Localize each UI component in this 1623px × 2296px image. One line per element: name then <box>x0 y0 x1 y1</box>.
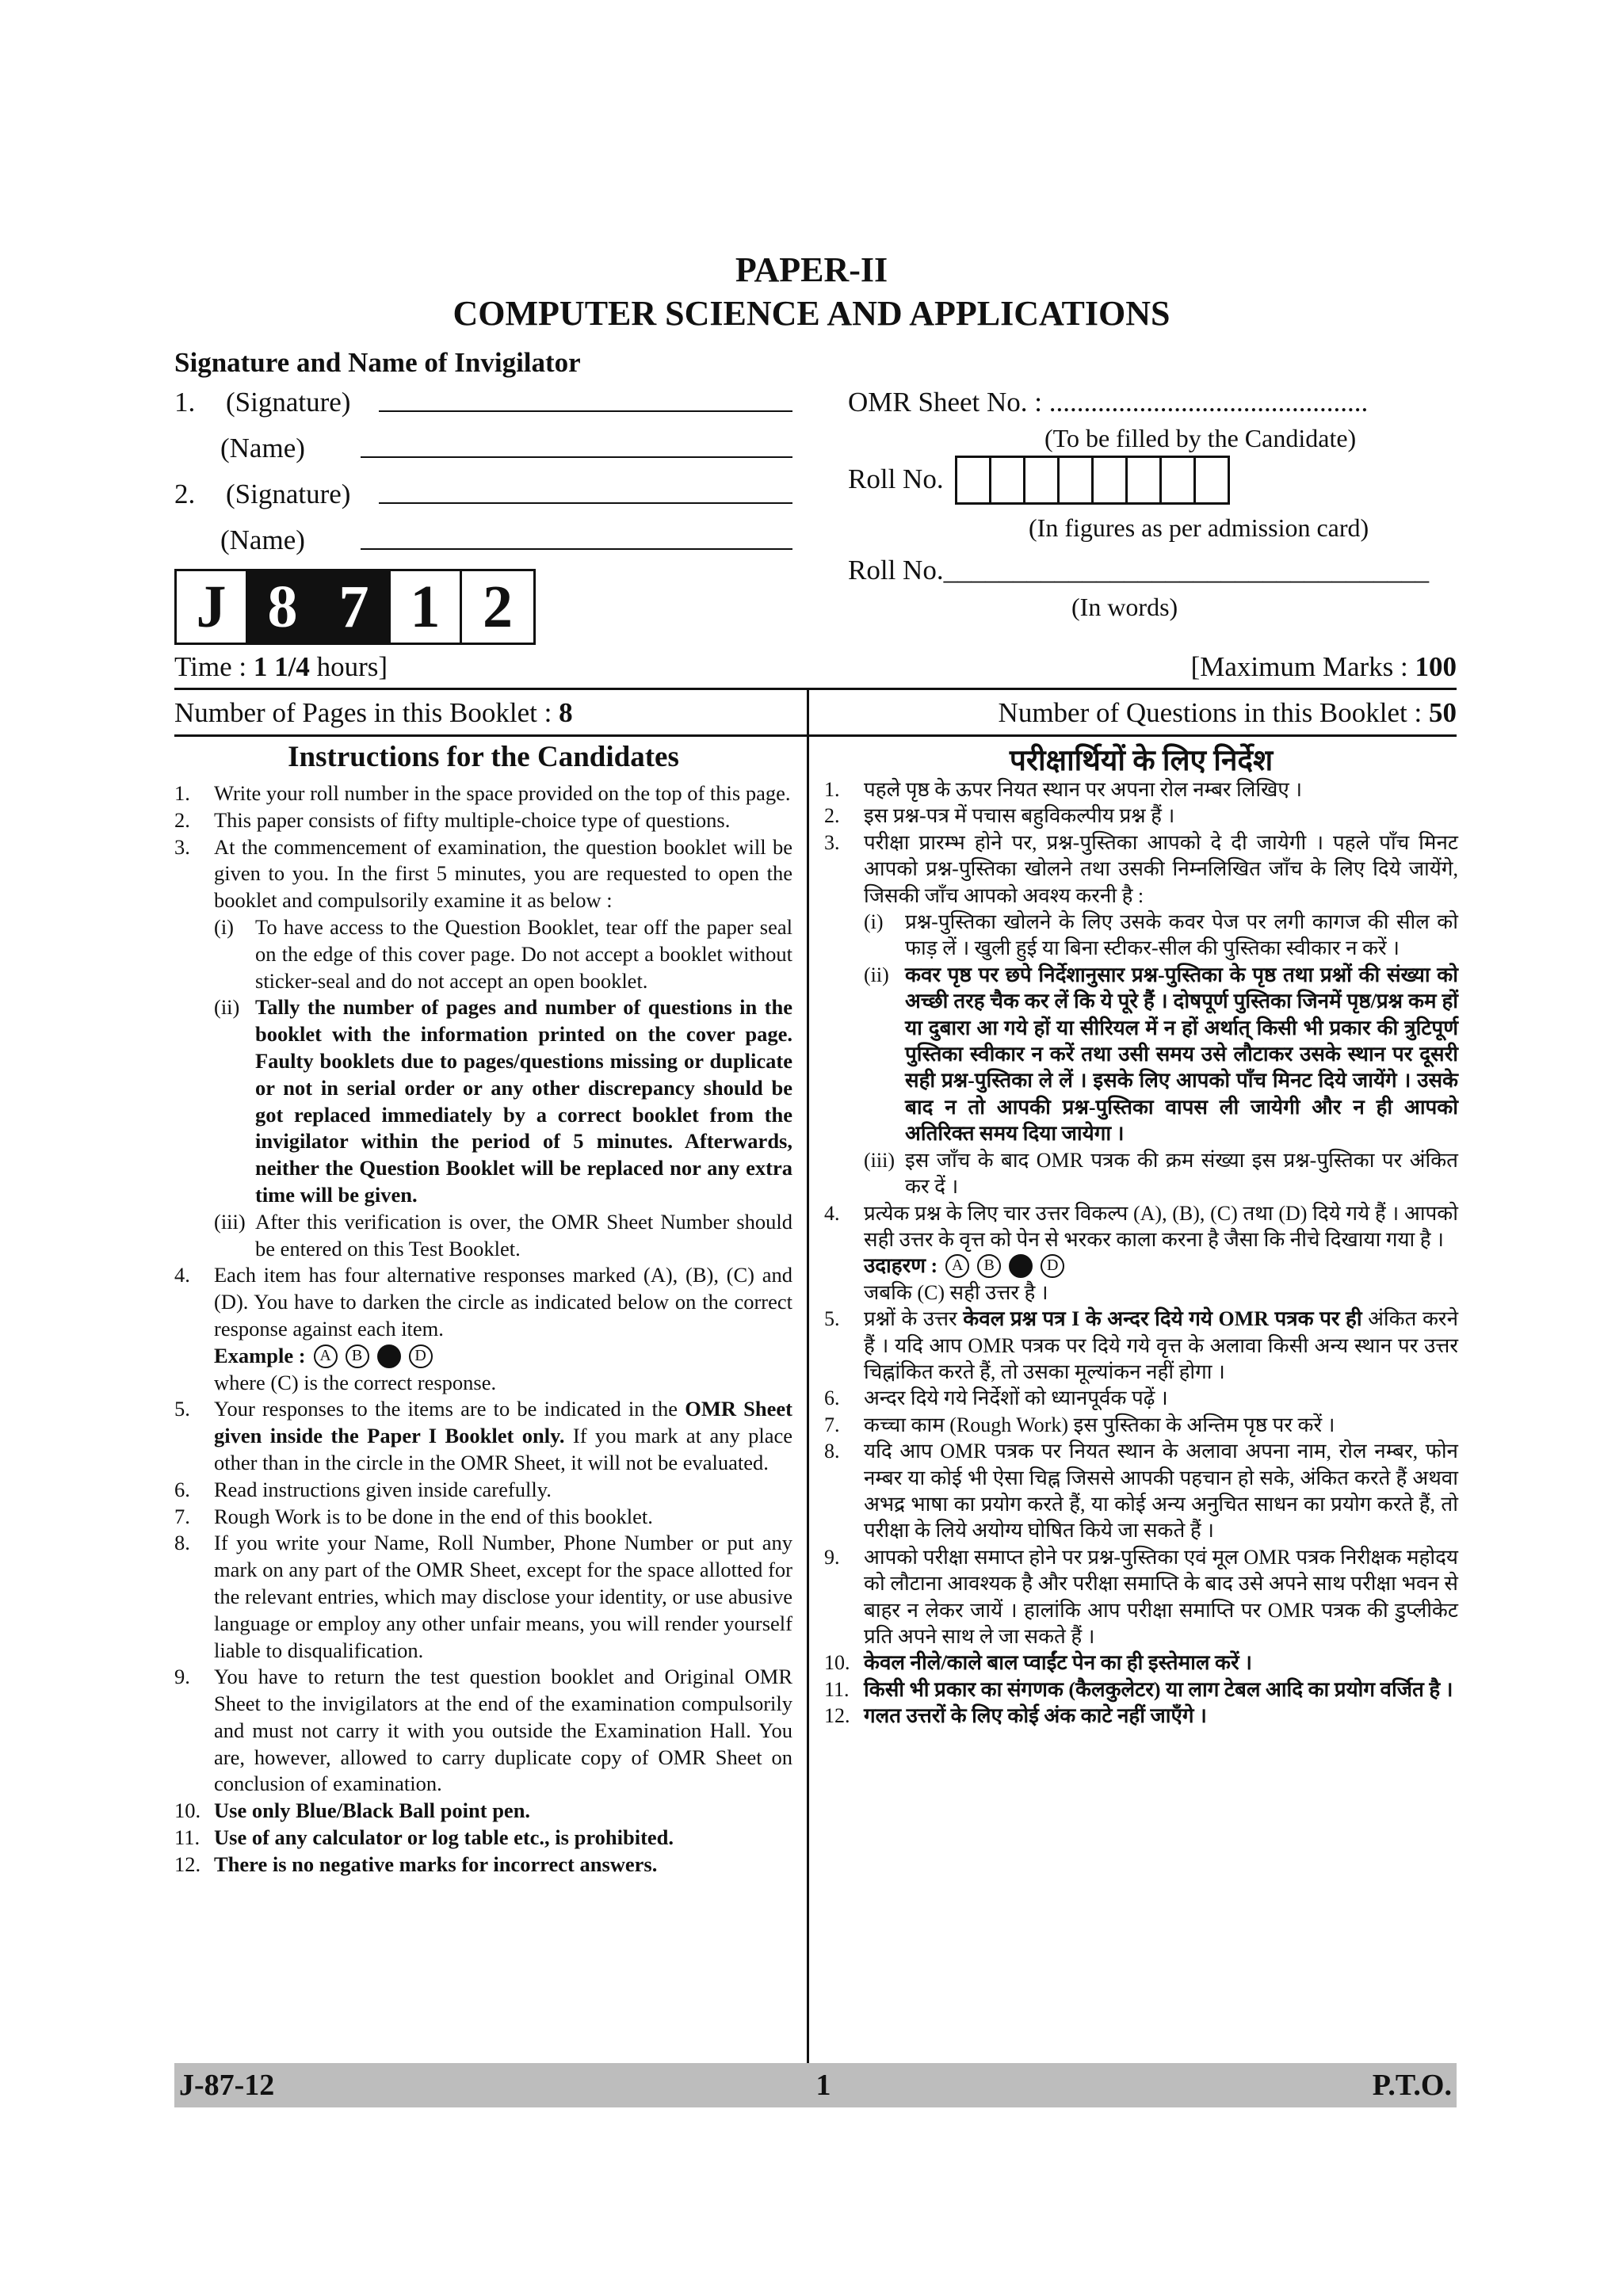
pages-row <box>174 697 573 729</box>
time-row <box>174 651 388 683</box>
name-2-line[interactable] <box>361 548 792 550</box>
roll-digit-box[interactable] <box>1094 458 1128 502</box>
list-item: 12. There is no negative marks for incorrect answers. <box>174 1852 658 1876</box>
signature-2-row <box>174 479 350 510</box>
list-item: 10. Use only Blue/Black Ball point pen. <box>174 1798 531 1823</box>
questions-label: Number of Questions in this Booklet : <box>998 697 1429 728</box>
code-char: 2 <box>483 573 513 640</box>
option-a-circle: A <box>945 1254 969 1278</box>
signature-1-number: 1. <box>174 387 196 418</box>
list-item: 11. Use of any calculator or log table etc., is prohibited. <box>174 1825 674 1850</box>
list-item: 7. कच्चा काम (Rough Work) इस पुस्तिका के अन्तिम पृष्ठ पर करें । <box>824 1413 1335 1436</box>
sub-item: (ii) Tally the number of pages and number of questions in the booklet with the information printed on the cover page. Faulty booklets due to pages/questions missing or duplicate or not in serial order or any other discrepancy should be got replaced immediately by a correct booklet from the invigilator within the period of 5 minutes. Afterwards, neither the Question Booklet will be replaced nor any extra time will be given. <box>214 995 792 1207</box>
list-item: 10. केवल नीले/काले बाल प्वाईंट पेन का ही इस्तेमाल करें । <box>824 1651 1252 1675</box>
roll-number-note: (In figures as per admission card) <box>1029 513 1369 542</box>
code-char: 1 <box>391 571 462 643</box>
hindi-instructions-heading: परीक्षार्थियों के लिए निर्देश <box>1009 745 1274 777</box>
signature-1-row <box>174 387 350 418</box>
code-char: 7 <box>319 571 391 643</box>
questions-row <box>999 697 1457 729</box>
list-item: 6. Read instructions given inside carefully. <box>174 1477 552 1501</box>
option-a-circle: A <box>314 1344 338 1368</box>
roll-digit-box[interactable] <box>1060 458 1094 502</box>
roll-digit-box[interactable] <box>1025 458 1060 502</box>
option-d-circle: D <box>1041 1254 1064 1278</box>
example-note: जबकि (C) सही उत्तर है । <box>864 1280 1048 1304</box>
roll-number-grid[interactable] <box>955 456 1230 505</box>
list-item: 2. इस प्रश्न-पत्र में पचास बहुविकल्पीय प्रश्न हैं । <box>824 804 1175 828</box>
marks-value: 100 <box>1415 651 1457 682</box>
sub-item: (i) प्रश्न-पुस्तिका खोलने के लिए उसके कवर पेज पर लगी कागज की सील को फाड़ लें । खुली हुई या बिना स्टीकर-सील की पुस्तिका स्वीकार न करें । <box>864 910 1458 960</box>
sub-item: (ii) कवर पृष्ठ पर छपे निर्देशानुसार प्रश्न-पुस्तिका के पृष्ठ तथा प्रश्नों की संख्या को अच्छी तरह चैक कर लें कि ये पूरे हैं । दोषपूर्ण पुस्तिका जिनमें पृष्ठ/प्रश्न कम हों या दुबारा आ गये हों या सीरियल में न हों अर्थात् किसी भी प्रकार की त्रुटिपूर्ण पुस्तिका स्वीकार न करें तथा उसी समय उसे लौटाकर उसके स्थान पर दूसरी सही प्रश्न-पुस्तिका ले लें । इसके लिए आपको पाँच मिनट दिये जायेंगे । उसके बाद न तो आपकी प्रश्न-पुस्तिका वापस ली जायेगी और न ही आपको अतिरिक्त समय दिया जायेगा । <box>864 963 1458 1146</box>
invigilator-heading: Signature and Name of Invigilator <box>174 347 581 378</box>
marks-row <box>1191 651 1457 683</box>
roll-words-note: (In words) <box>1071 593 1178 621</box>
list-item: 9. आपको परीक्षा समाप्त होने पर प्रश्न-पुस्तिका एवं मूल OMR पत्रक निरीक्षक महोदय को लौटाना आवश्यक है और परीक्षा समाप्ति के बाद उसे अपने साथ परीक्षा भवन से बाहर न लेकर जायें । हालांकि आप परीक्षा समाप्ति पर OMR पत्रक की डुप्लीकेट प्रति अपने साथ ले जा सकते हैं । <box>824 1545 1458 1648</box>
signature-2-number: 2. <box>174 479 196 509</box>
list-item: 12. गलत उत्तरों के लिए कोई अंक काटे नहीं जाएँगे । <box>824 1704 1207 1728</box>
english-instructions-heading: Instructions for the Candidates <box>288 741 679 773</box>
example-label: Example : <box>214 1343 306 1367</box>
divider <box>174 734 1457 737</box>
time-value: 1 1/4 <box>253 651 310 682</box>
roll-digit-box[interactable] <box>1128 458 1162 502</box>
name-1-label: (Name) <box>220 433 305 463</box>
list-item: 6. अन्दर दिये गये निर्देशों को ध्यानपूर्वक पढ़ें । <box>824 1386 1168 1410</box>
marks-label: [Maximum Marks : <box>1190 651 1415 682</box>
code-char: 8 <box>248 571 319 643</box>
example-row <box>864 1253 1458 1279</box>
pages-value: 8 <box>559 697 573 728</box>
list-item: 1. पहले पृष्ठ के ऊपर नियत स्थान पर अपना रोल नम्बर लिखिए । <box>824 778 1303 801</box>
option-c-filled-circle <box>377 1344 401 1368</box>
english-instructions <box>174 780 792 1878</box>
signature-2-label: (Signature) <box>226 479 351 509</box>
roll-words-label: Roll No.___________________________________ <box>848 555 1430 585</box>
list-item: 11. किसी भी प्रकार का संगणक (कैलकुलेटर) या लाग टेबल आदि का प्रयोग वर्जित है । <box>824 1677 1453 1701</box>
signature-1-line[interactable] <box>379 410 792 412</box>
column-divider <box>807 688 809 2063</box>
paper-title: PAPER-II <box>735 250 888 289</box>
time-label: Time : <box>174 651 254 682</box>
code-char: J <box>177 571 248 643</box>
example-label: उदाहरण : <box>864 1254 938 1278</box>
option-c-filled-circle <box>1009 1254 1033 1278</box>
sub-item: (iii) इस जाँच के बाद OMR पत्रक की क्रम संख्या इस प्रश्न-पुस्तिका पर अंकित कर दें । <box>864 1148 1458 1199</box>
omr-note: (To be filled by the Candidate) <box>1044 424 1357 452</box>
page-footer <box>174 2063 1457 2107</box>
list-item: 4. Each item has four alternative responses marked (A), (B), (C) and (D). You have to darken the circle as indicated below on the correct response against each item. Example : A B D where (C) is the correct response. <box>174 1262 792 1396</box>
list-item: 1. Write your roll number in the space provided on the top of this page. <box>174 781 791 805</box>
example-note: where (C) is the correct response. <box>214 1370 497 1394</box>
roll-digit-box[interactable] <box>1162 458 1196 502</box>
list-item: 3. परीक्षा प्रारम्भ होने पर, प्रश्न-पुस्तिका आपको दे दी जायेगी । पहले पाँच मिनट आपको प्रश्न-पुस्तिका खोलने तथा उसकी निम्नलिखित जाँच के लिए दिये जायेंगे, जिसकी जाँच आपको अवश्य करनी है : (i) प्रश्न-पुस्तिका खोलने के लिए उसके कवर पेज पर लगी कागज की सील को फाड़ लें । खुली हुई या बिना स्टीकर-सील की पुस्तिका स्वीकार न करें । (ii) कवर पृष्ठ पर छपे निर्देशानुसार प्रश्न-पुस्तिका के पृष्ठ तथा प्रश्नों की संख्या को अच्छी तरह चैक कर लें कि ये पूरे हैं । दोषपूर्ण पुस्तिका जिनमें पृष्ठ/प्रश्न कम हों या दुबारा आ गये हों या सीरियल में न हों अर्थात् किसी भी प्रकार की त्रुटिपूर्ण पुस्तिका स्वीकार न करें तथा उसी समय उसे लौटाकर उसके स्थान पर दूसरी सही प्रश्न-पुस्तिका ले लें । इसके लिए आपको पाँच मिनट दिये जायेंगे । उसके बाद न तो आपकी प्रश्न-पुस्तिका वापस ली जायेगी और न ही आपको अतिरिक्त समय दिया जायेगा । (iii) इस जाँच के बाद OMR पत्रक की क्रम संख्या इस प्रश्न-पुस्तिका पर अंकित कर दें । <box>824 830 1458 1200</box>
roll-number-label: Roll No. <box>848 463 944 494</box>
time-unit: hours] <box>309 651 388 682</box>
option-d-circle: D <box>409 1344 433 1368</box>
hindi-instructions <box>824 776 1458 1730</box>
footer-code: J-87-12 <box>179 2069 275 2102</box>
list-item: 5. Your responses to the items are to be indicated in the OMR Sheet given inside the Paper I Booklet only. If you mark at any place other than in the circle in the OMR Sheet, it will not be evaluated. <box>174 1397 793 1474</box>
list-item: 5. प्रश्नों के उत्तर केवल प्रश्न पत्र I के अन्दर दिये गये OMR पत्रक पर ही अंकित करने हैं । यदि आप OMR पत्रक पर दिये गये वृत्त के अलावा किसी अन्य स्थान पर उत्तर चिह्नांकित करते हैं, तो उसका मूल्यांकन नहीं होगा । <box>824 1307 1459 1383</box>
divider <box>174 688 1457 690</box>
questions-value: 50 <box>1429 697 1457 728</box>
page-number: 1 <box>815 2069 831 2102</box>
list-item: 4. प्रत्येक प्रश्न के लिए चार उत्तर विकल्प (A), (B), (C) तथा (D) दिये गये हैं । आपको सही उत्तर के वृत्त को पेन से भरकर काला करना है जैसा कि नीचे दिखाया गया है । उदाहरण : A B D जबकि (C) सही उत्तर है । <box>824 1200 1458 1306</box>
list-item: 2. This paper consists of fifty multiple-choice type of questions. <box>174 807 731 832</box>
list-item: 8. If you write your Name, Roll Number, Phone Number or put any mark on any part of the OMR Sheet, except for the space allotted for the relevant entries, which may disclose your identity, or use abusive language or employ any other unfair means, you will render yourself liable to disqualification. <box>174 1531 792 1662</box>
pto-label: P.T.O. <box>1372 2069 1452 2102</box>
omr-sheet-label: OMR Sheet No. : .............................................. <box>848 387 1369 418</box>
list-item: 9. You have to return the test question booklet and Original OMR Sheet to the invigilators at the end of the examination compulsorily and must not carry it with you outside the Examination Hall. You are, however, allowed to carry duplicate copy of OMR Sheet on conclusion of examination. <box>174 1665 792 1796</box>
example-row <box>214 1343 792 1370</box>
pages-label: Number of Pages in this Booklet : <box>174 697 559 728</box>
name-1-line[interactable] <box>361 456 792 458</box>
roll-digit-box[interactable] <box>957 458 991 502</box>
sub-item: (i) To have access to the Question Booklet, tear off the paper seal on the edge of this cover page. Do not accept a booklet without sticker-seal and do not accept an open booklet. <box>214 914 792 993</box>
signature-2-line[interactable] <box>379 502 792 504</box>
option-b-circle: B <box>977 1254 1001 1278</box>
roll-digit-box[interactable] <box>1196 458 1228 502</box>
booklet-code-box <box>174 569 536 645</box>
option-b-circle: B <box>346 1344 369 1368</box>
list-item: 7. Rough Work is to be done in the end of this booklet. <box>174 1504 653 1528</box>
subject-title: COMPUTER SCIENCE AND APPLICATIONS <box>453 294 1170 333</box>
roll-digit-box[interactable] <box>991 458 1025 502</box>
signature-1-label: (Signature) <box>226 387 351 418</box>
name-2-label: (Name) <box>220 524 305 555</box>
list-item: 3. At the commencement of examination, the question booklet will be given to you. In the first 5 minutes, you are requested to open the booklet and compulsorily examine it as below : (i) To have access to the Question Booklet, tear off the paper seal on the edge of this cover page. Do not accept a booklet without sticker-seal and do not accept an open booklet. (ii) Tally the number of pages and number of questions in the booklet with the information printed on the cover page. Faulty booklets due to pages/questions missing or duplicate or not in serial order or any other discrepancy should be got replaced immediately by a correct booklet from the invigilator within the period of 5 minutes. Afterwards, neither the Question Booklet will be replaced nor any extra time will be given. (iii) After this verification is over, the OMR Sheet Number should be entered on this Test Booklet. <box>174 834 792 1263</box>
sub-item: (iii) After this verification is over, the OMR Sheet Number should be entered on this Test Booklet. <box>214 1209 792 1261</box>
list-item: 8. यदि आप OMR पत्रक पर नियत स्थान के अलावा अपना नाम, रोल नम्बर, फोन नम्बर या कोई भी ऐसा चिह्न जिससे आपकी पहचान हो सके, अंकित करते हैं अथवा अभद्र भाषा का प्रयोग करते हैं, या कोई अन्य अनुचित साधन का प्रयोग करते हैं, तो परीक्षा के लिये अयोग्य घोषित किये जा सकते हैं । <box>824 1440 1458 1543</box>
